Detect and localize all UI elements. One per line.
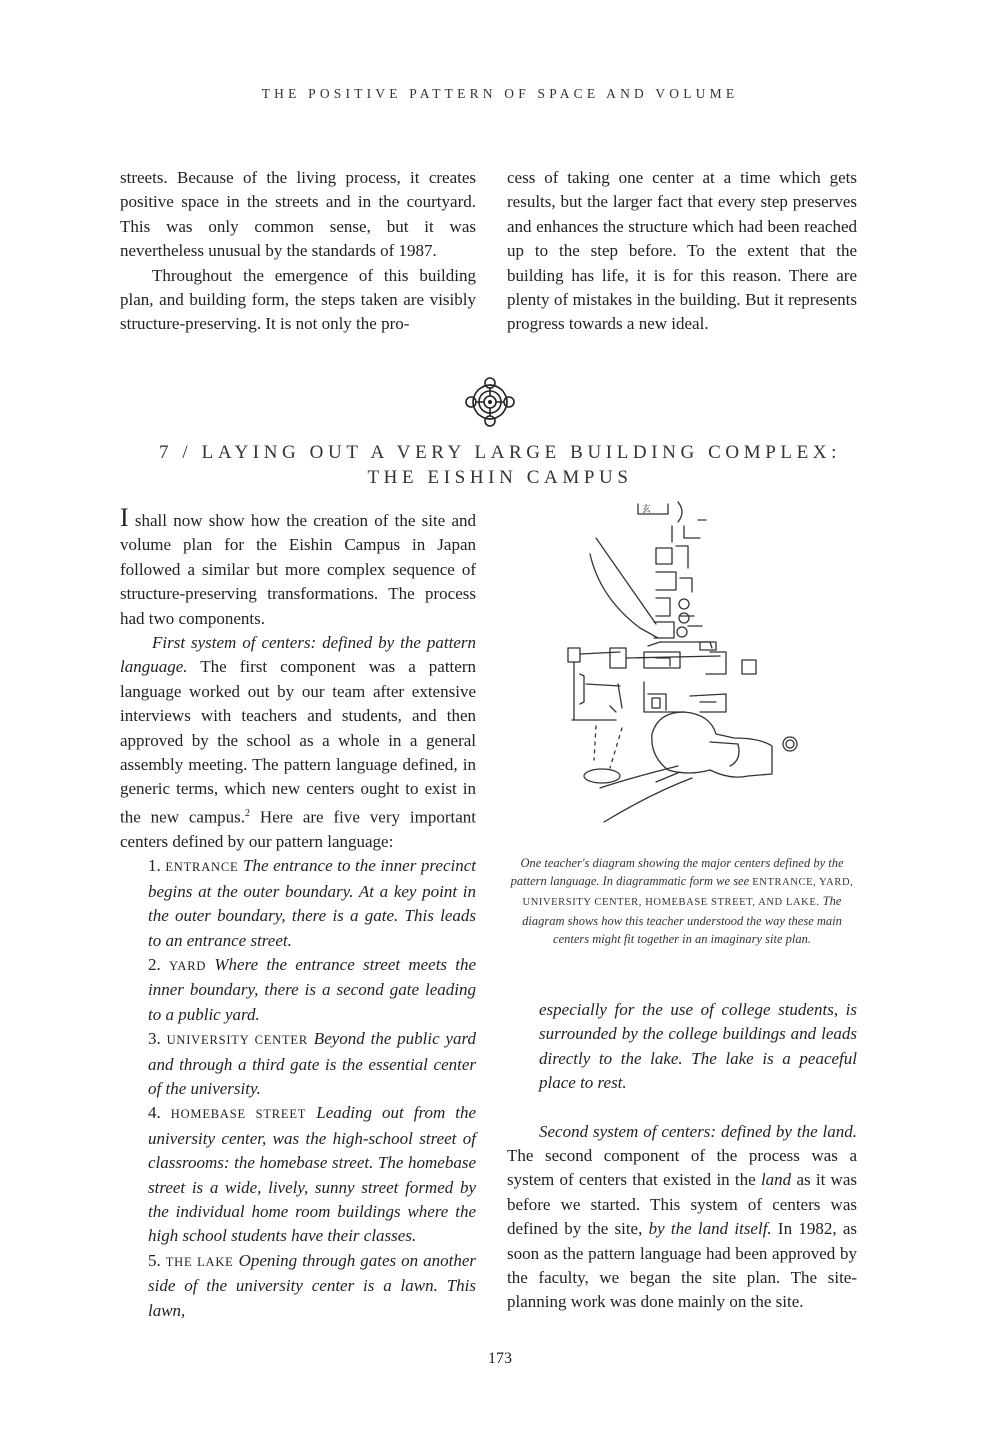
list-item (120, 1249, 476, 1323)
section-title-line-1: 7 / LAYING OUT A VERY LARGE BUILDING COMPLEX: (158, 442, 842, 463)
intro-right-paragraph-1: cess of taking one center at a time which gets results, but the larger fact that every step preserves and enhances the structure which had been reached up to the step before. To the extent that the building has life, it is for this reason. There are plenty of mistakes in the building. But it represents progress towards a new ideal. (507, 168, 857, 334)
section-title (0, 440, 1000, 490)
list-item-label: HOMEBASE STREET (170, 1107, 307, 1122)
figure-caption (504, 854, 860, 948)
list-item (120, 854, 476, 953)
drop-cap: I (120, 503, 129, 532)
footnote-marker: 2 (245, 807, 251, 819)
body-paragraph-1-text: shall now show how the creation of the site and volume plan for the Eishin Campus in Japan followed a similar but more complex sequence of structure-preserving transformations. The process had two components. (120, 511, 476, 628)
site-plan-sketch (560, 498, 822, 834)
list-item-number: 1. (148, 856, 161, 876)
list-item-text: The entrance to the inner precinct begins at the outer boundary. At a key point in the outer boundary, there is a gate. This leads to an entrance street. (148, 856, 476, 950)
list-continuation (507, 998, 857, 1096)
page-number: 173 (488, 1350, 512, 1367)
list-item-text: Where the entrance street meets the inner boundary, there is a second gate leading to a public yard. (148, 954, 476, 1024)
running-head: THE POSITIVE PATTERN OF SPACE AND VOLUME (261, 86, 739, 101)
land-itself-emphasis: by the land itself. (648, 1219, 772, 1239)
caption-text-b: The diagram shows how this teacher understood the way these main centers might fit together in an imaginary site plan. (522, 894, 842, 946)
list-item-label: YARD (168, 958, 207, 973)
list-item-label: ENTRANCE (165, 860, 239, 875)
intro-left-column (120, 166, 476, 337)
caption-centers: ENTRANCE, YARD, UNIVERSITY CENTER, HOMEBASE STREET, AND LAKE. (522, 877, 854, 908)
first-system-heading: First system of centers: defined by the pattern language. (120, 633, 476, 677)
intro-left-paragraph-1: streets. Because of the living process, it creates positive space in the streets and in the courtyard. This was only common sense, but it was nevertheless unusual by the standards of 1987. (120, 168, 476, 261)
body-paragraph-2-text-a: The first component was a pattern language worked out by our team after extensive interviews with teachers and students, and then approved by the school as a whole in a general assembly meeting. The pattern language defined, in generic terms, which new centers ought to exist in the new campus. (120, 657, 476, 827)
list-item-label: UNIVERSITY CENTER (166, 1033, 308, 1048)
second-system-heading: Second system of centers: defined by the land. (539, 1121, 857, 1141)
body-paragraph-3-text-a: The second component of the process was a system of centers that existed in the (507, 1146, 857, 1190)
caption-text-a: One teacher's diagram showing the major centers defined by the pattern language. In diagrammatic form we see (510, 856, 844, 888)
body-paragraph-1 (120, 503, 476, 631)
list-item-label: THE LAKE (165, 1254, 234, 1269)
body-paragraph-3-text-b: as it was before we started. This system of centers was defined by the site, (507, 1170, 857, 1239)
section-title-line-2: THE EISHIN CAMPUS (367, 467, 633, 488)
section-ornament-icon (464, 376, 516, 428)
body-right-column (507, 998, 857, 1315)
intro-left-paragraph-2: Throughout the emergence of this building plan, and building form, the steps taken are visibly structure-preserving. It is not only the pro- (120, 265, 476, 334)
list-item (120, 1101, 476, 1248)
list-item-text: Opening through gates on another side of the university center is a lawn. This lawn, (148, 1250, 476, 1320)
centers-list (120, 854, 476, 1323)
body-paragraph-3 (507, 1120, 857, 1315)
list-continuation-text: especially for the use of college students, is surrounded by the college buildings and leads directly to the lake. The lake is a peaceful place to rest. (539, 1000, 857, 1093)
list-item-number: 2. (148, 954, 161, 974)
list-item-number: 5. (148, 1250, 161, 1270)
list-item-text: Beyond the public yard and through a third gate is the essential center of the university. (148, 1029, 477, 1098)
body-paragraph-2-text-b: Here are five very important centers defined by our pattern language: (120, 807, 476, 851)
body-paragraph-2 (120, 631, 476, 854)
body-paragraph-3-text-c: In 1982, as soon as the pattern language had been approved by the faculty, we began the site plan. The site-planning work was done mainly on the site. (507, 1219, 858, 1312)
list-item (120, 953, 476, 1027)
list-item-number: 3. (148, 1029, 161, 1049)
intro-right-column (507, 166, 857, 337)
sketch-label: 玄 (642, 505, 652, 515)
list-item-number: 4. (148, 1103, 161, 1123)
land-emphasis: land (760, 1170, 792, 1190)
body-left-column (120, 503, 477, 1323)
list-item (120, 1027, 476, 1101)
list-item-text: Leading out from the university center, was the high-school street of classrooms: the homebase street. The homebase street is a wide, lively, sunny street formed by the individual home room buildings where the high school students have their classes. (148, 1103, 477, 1246)
